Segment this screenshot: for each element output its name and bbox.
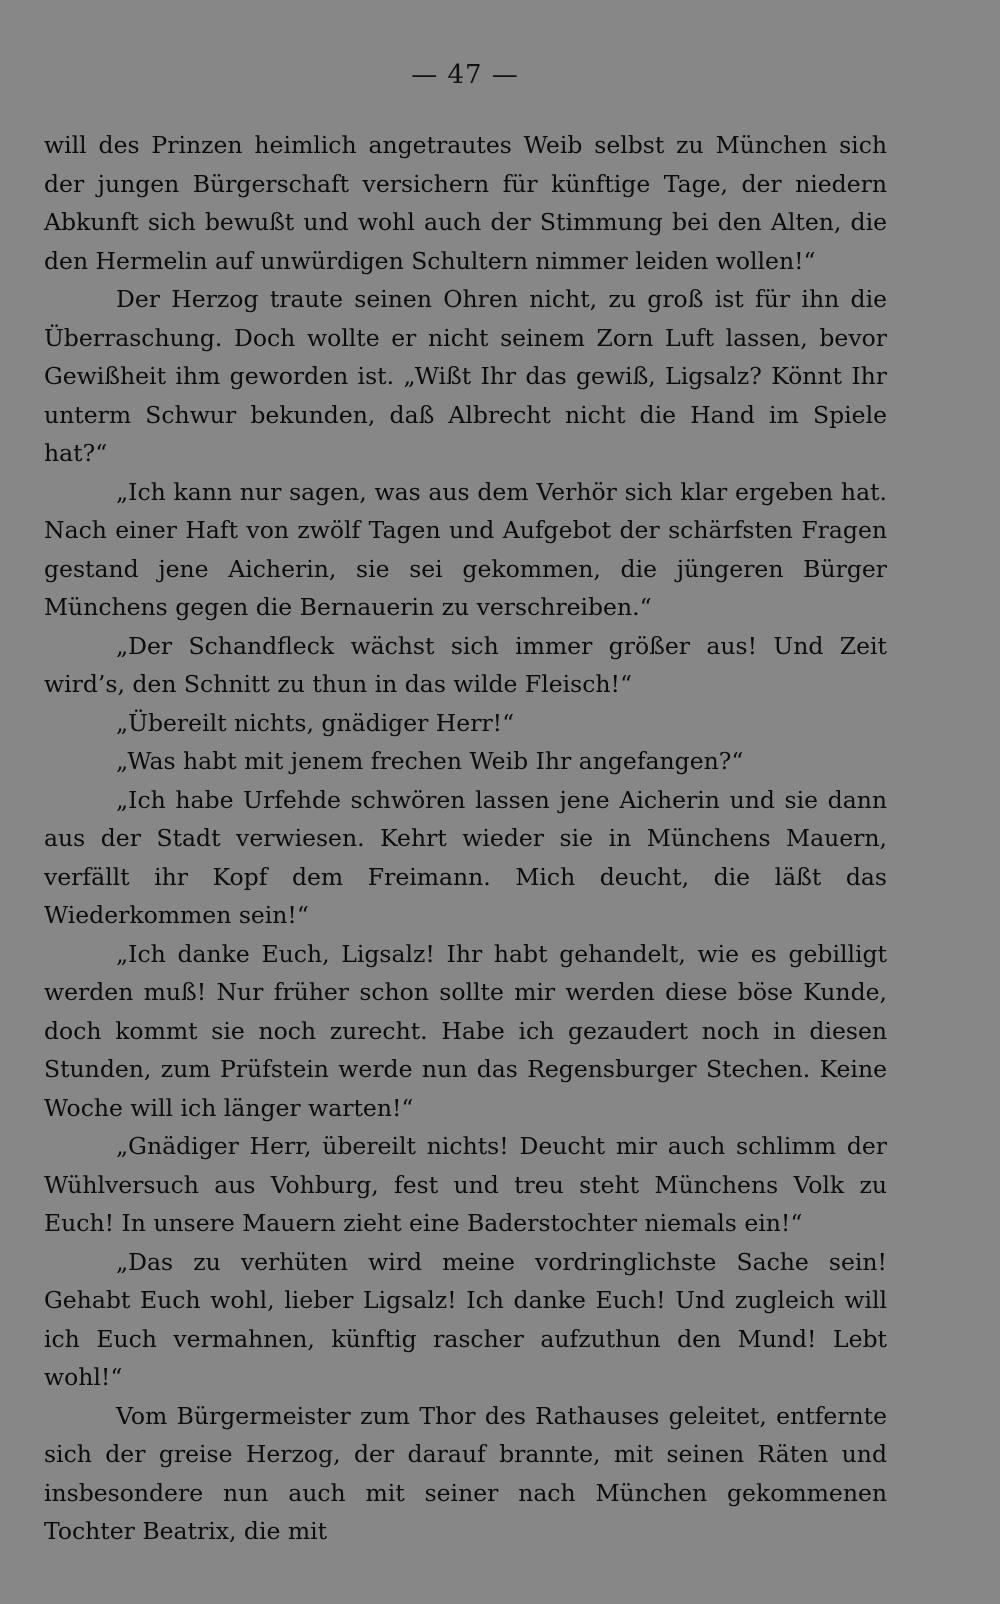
paragraph: Der Herzog traute seinen Ohren nicht, zu groß ist für ihn die Überraschung. Doch wollte er nicht seinem Zorn Luft lassen, bevor Gewißheit ihm geworden ist. „Wißt Ihr das gewiß, Ligsalz? Könnt Ihr unterm Schwur bekunden, daß Albrecht nicht die Hand im Spiele hat?“ [44, 285, 887, 467]
paragraph: „Ich habe Urfehde schwören lassen jene Aicherin und sie dann aus der Stadt verwiesen. Kehrt wieder sie in Münchens Mauern, verfällt ihr Kopf dem Freimann. Mich deucht, die läßt das Wiederkommen sein!“ [44, 785, 887, 929]
paragraph: „Das zu verhüten wird meine vordringlichste Sache sein! Gehabt Euch wohl, lieber Ligsalz! Ich danke Euch! Und zugleich will ich Euch vermahnen, künftig rascher aufzuthun den Mund! Lebt wohl!“ [44, 1247, 887, 1391]
paragraph: „Gnädiger Herr, übereilt nichts! Deucht mir auch schlimm der Wühlversuch aus Vohburg, fest und treu steht Münchens Volk zu Euch! In unsere Mauern zieht eine Baderstochter niemals ein!“ [44, 1132, 887, 1237]
paragraph: „Der Schandfleck wächst sich immer größer aus! Und Zeit wird’s, den Schnitt zu thun in das wilde Fleisch!“ [44, 631, 887, 698]
paragraph: „Ich danke Euch, Ligsalz! Ihr habt gehandelt, wie es gebilligt werden muß! Nur früher schon sollte mir werden diese böse Kunde, doch kommt sie noch zurecht. Habe ich gezaudert noch in diesen Stunden, zum Prüfstein werde nun das Regensburger Stechen. Keine Woche will ich länger warten!“ [44, 939, 887, 1122]
paragraph: „Übereilt nichts, gnädiger Herr!“ [116, 708, 515, 737]
paragraph: „Was habt mit jenem frechen Weib Ihr angefangen?“ [116, 747, 744, 775]
page-number: — 47 — [411, 60, 519, 90]
paragraph: will des Prinzen heimlich angetrautes Weib selbst zu München sich der jungen Bürgerschaft versichern für künftige Tage, der niedern Abkunft sich bewußt und wohl auch der Stimmung bei den Alten, die den Hermelin auf unwürdigen Schultern nimmer leiden wollen!“ [44, 131, 887, 275]
paragraph: „Ich kann nur sagen, was aus dem Verhör sich klar ergeben hat. Nach einer Haft von zwölf Tagen und Aufgebot der schärfsten Fragen gestand jene Aicherin, sie sei gekommen, die jüngeren Bürger Münchens gegen die Bernauerin zu verschreiben.“ [44, 477, 887, 621]
paragraph: Vom Bürgermeister zum Thor des Rathauses geleitet, entfernte sich der greise Herzog, der darauf brannte, mit seinen Räten und insbesondere nun auch mit seiner nach München gekommenen Tochter Beatrix, die mit [44, 1401, 887, 1545]
body-text [44, 126, 887, 1551]
